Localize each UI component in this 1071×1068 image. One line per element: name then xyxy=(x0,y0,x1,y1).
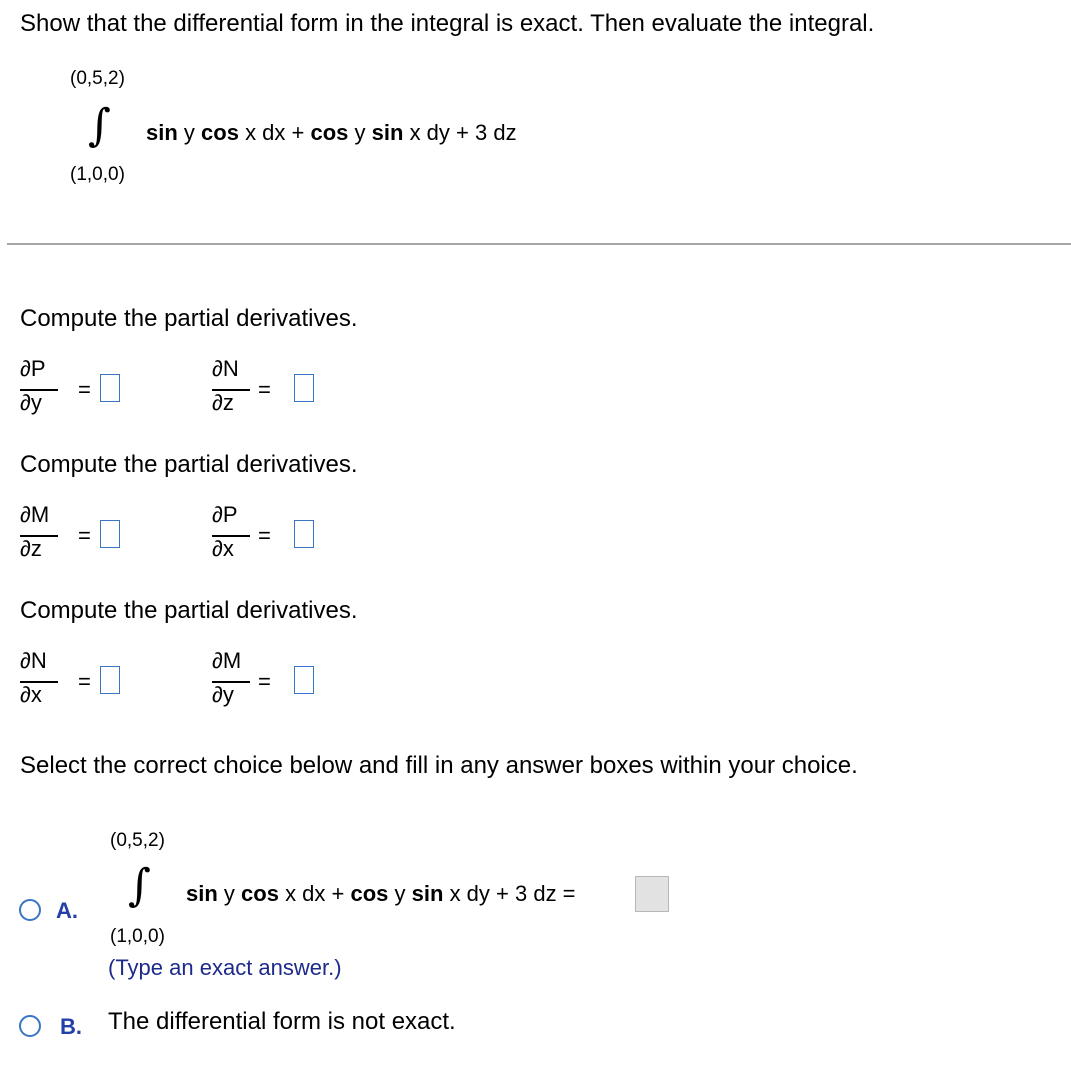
section-2-title: Compute the partial derivatives. xyxy=(20,451,358,478)
integrand-sin-2: sin xyxy=(371,120,404,145)
answer-box-dn-dz[interactable] xyxy=(294,374,314,402)
integrand-cos-2: cos xyxy=(310,120,349,145)
integrand-part-2: y xyxy=(217,881,242,906)
answer-box-dm-dz[interactable] xyxy=(100,520,120,548)
fraction-numerator: ∂M xyxy=(20,502,50,527)
fraction-denominator: ∂z xyxy=(20,536,42,561)
section-1-title: Compute the partial derivatives. xyxy=(20,305,358,332)
integrand-cos-1: cos xyxy=(241,881,279,906)
choice-a-upper-limit: (0,5,2) xyxy=(110,830,165,851)
upper-limit: (0,5,2) xyxy=(70,68,125,89)
section-3-title: Compute the partial derivatives. xyxy=(20,597,358,624)
choice-a-answer-box[interactable] xyxy=(635,876,669,912)
integrand-part-2: y xyxy=(177,120,202,145)
integrand xyxy=(146,120,517,146)
choice-a-integral-sign: ∫ xyxy=(128,860,151,911)
integrand-part-6: y xyxy=(348,120,372,145)
integrand-sin-1: sin xyxy=(146,120,178,145)
integrand-sin-2: sin xyxy=(411,881,444,906)
equals-sign: = xyxy=(78,523,91,548)
integrand-part-8: x dy + 3 dz xyxy=(403,120,517,145)
choice-a-lower-limit: (1,0,0) xyxy=(110,926,165,947)
fraction-numerator: ∂P xyxy=(20,356,46,381)
choice-b-radio[interactable] xyxy=(19,1015,41,1037)
choice-a-hint: (Type an exact answer.) xyxy=(108,955,342,980)
choice-a-radio[interactable] xyxy=(19,899,41,921)
divider xyxy=(7,243,1071,245)
fraction-numerator: ∂N xyxy=(212,356,239,381)
equals-sign: = xyxy=(258,669,271,694)
select-prompt: Select the correct choice below and fill in any answer boxes within your choice. xyxy=(20,752,858,779)
choice-a-label[interactable]: A. xyxy=(56,898,78,923)
integrand-sin-1: sin xyxy=(186,881,218,906)
question-instruction: Show that the differential form in the integral is exact. Then evaluate the integral. xyxy=(20,10,875,37)
fraction-denominator: ∂x xyxy=(20,682,42,707)
equals-sign: = xyxy=(78,669,91,694)
fraction-denominator: ∂y xyxy=(20,390,42,415)
choice-a-integrand xyxy=(186,881,576,907)
fraction-numerator: ∂P xyxy=(212,502,238,527)
fraction-numerator: ∂M xyxy=(212,648,242,673)
integrand-part-4: x dx + xyxy=(278,881,351,906)
integrand-cos-1: cos xyxy=(201,120,239,145)
answer-box-dp-dy[interactable] xyxy=(100,374,120,402)
equals-sign: = xyxy=(258,377,271,402)
equals-sign: = xyxy=(258,523,271,548)
integrand-cos-2: cos xyxy=(350,881,389,906)
fraction-denominator: ∂x xyxy=(212,536,234,561)
integrand-part-8: x dy + 3 dz = xyxy=(443,881,576,906)
equals-sign: = xyxy=(78,377,91,402)
lower-limit: (1,0,0) xyxy=(70,164,125,185)
answer-box-dp-dx[interactable] xyxy=(294,520,314,548)
fraction-numerator: ∂N xyxy=(20,648,47,673)
fraction-denominator: ∂y xyxy=(212,682,234,707)
integrand-part-6: y xyxy=(388,881,412,906)
answer-box-dm-dy[interactable] xyxy=(294,666,314,694)
choice-b-text[interactable]: The differential form is not exact. xyxy=(108,1008,456,1035)
fraction-denominator: ∂z xyxy=(212,390,234,415)
choice-b-label[interactable]: B. xyxy=(60,1014,82,1039)
integral-sign: ∫ xyxy=(88,100,111,151)
answer-box-dn-dx[interactable] xyxy=(100,666,120,694)
integrand-part-4: x dx + xyxy=(238,120,311,145)
